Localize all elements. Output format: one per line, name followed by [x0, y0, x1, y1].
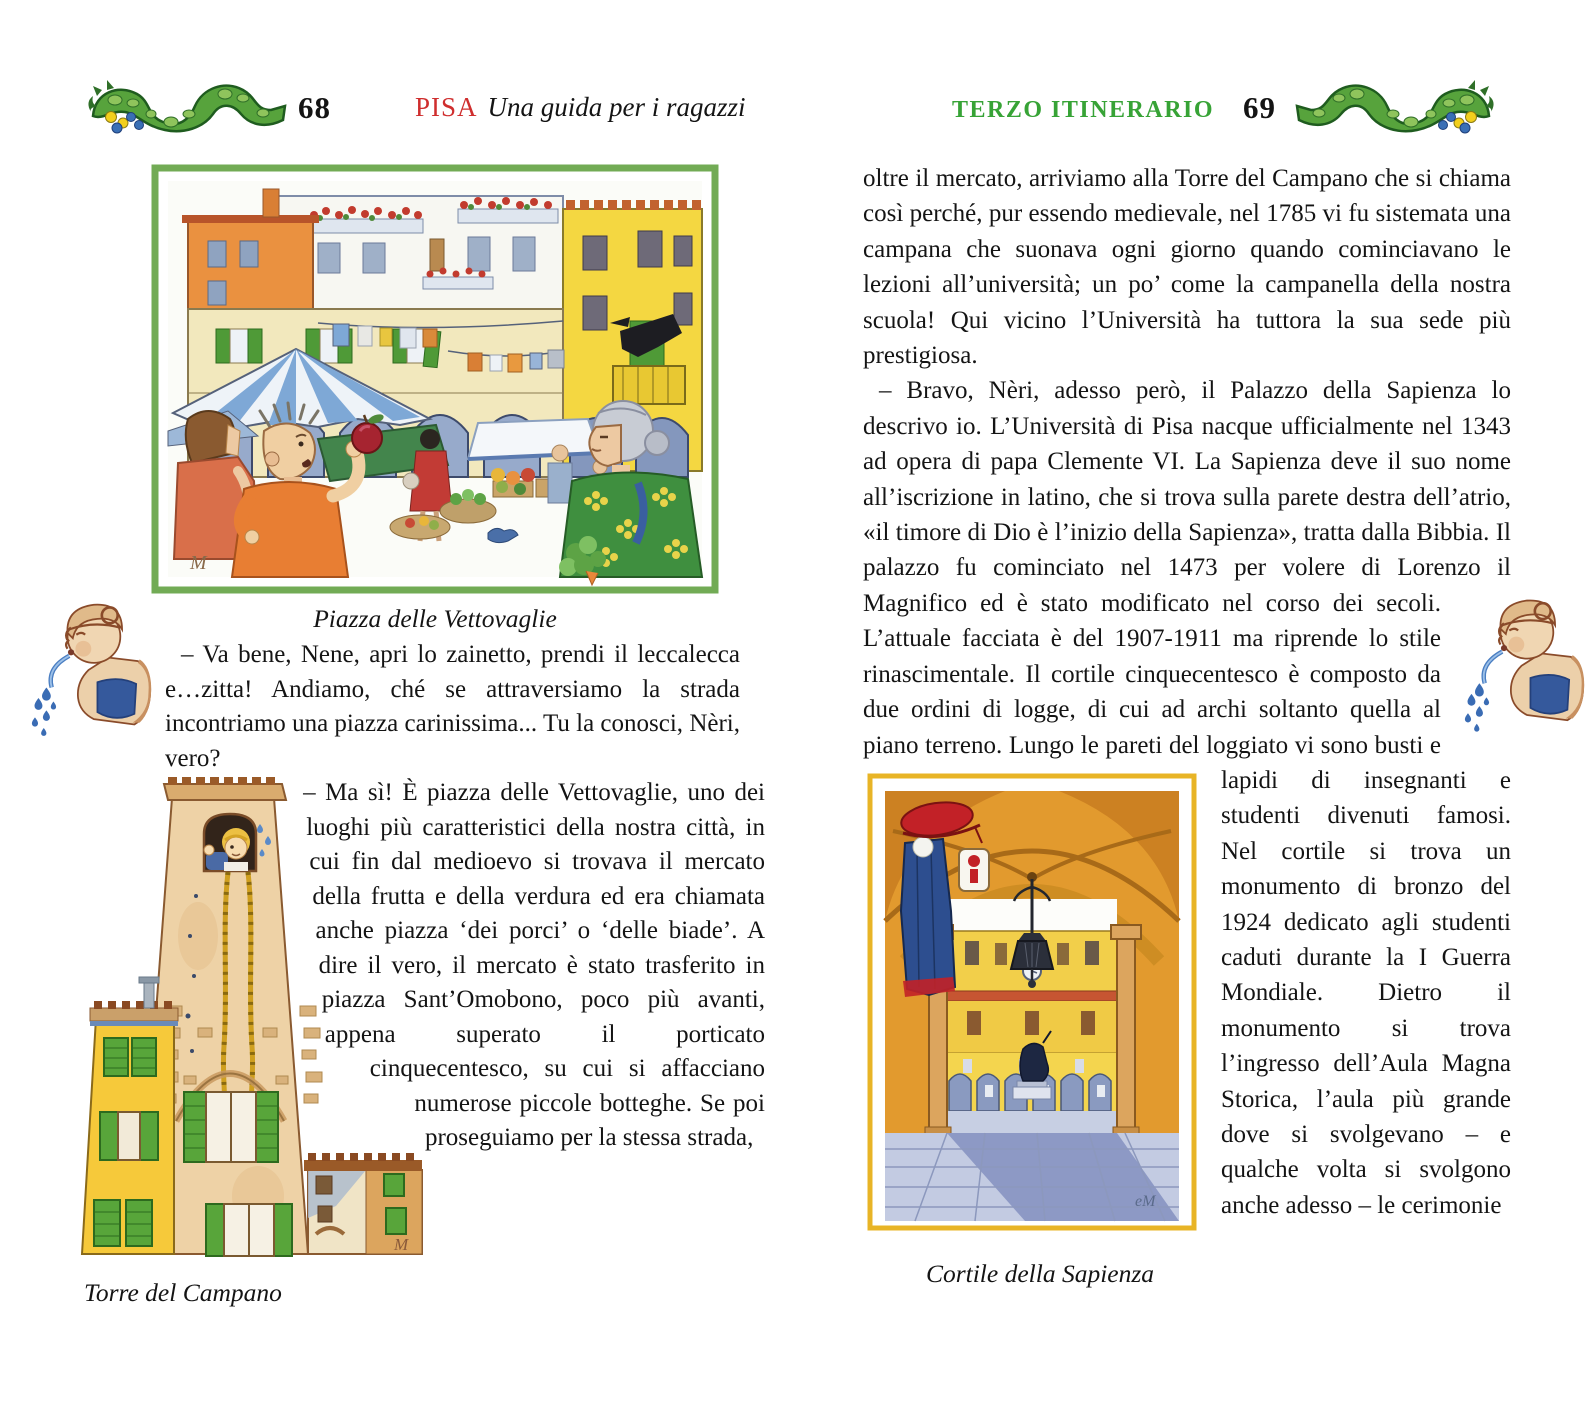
dragon-ornament-right-icon [1292, 76, 1497, 134]
book-subtitle: Una guida per i ragazzi [487, 92, 746, 122]
book-title: PISA [415, 92, 478, 122]
chapter-running-title: TERZO ITINERARIO [952, 97, 1215, 123]
right-paragraph-2 [863, 373, 1511, 1288]
courtyard-illustration-figure [863, 769, 1201, 1291]
right-paragraph-2-part1: – Bravo, Nèri, adesso però, il Palazzo della Sapienza lo descrivo io. L’Università di Pisa nacque ufficialmente nel 1343 ad opera di papa Clemente VI. La Sapienza deve il suo nome all’iscrizione in latino, che si trova sulla parete destra dell’atrio, «il timore di Dio è l’inizio della Sapienza», tratta dalla Bibbia. Il palazzo fu cominciato nel 1473 per volere di Lorenzo il Magnifico ed [863, 377, 1511, 617]
right-paragraph-2-part3: loggiato vi sono busti e lapidi di insegnanti e studenti divenuti famosi. Nel cortile si trova un monumento di bronzo del 1924 dedicato agli studenti caduti durante la I Guerra Mondiale. Dietro il monumento si trova l’ingresso dell’Aula Magna Storica, l’aula più grande dove si svolgevano – e qualche volta si svolgono anche adesso – le cerimonie [1206, 731, 1511, 1219]
artist-signature-courtyard: eM [1135, 1192, 1156, 1210]
right-paragraph-1: oltre il mercato, arriviamo alla Torre del Campano che si chiama così perché, pur essendo medievale, nel 1785 vi fu sistemata una campana che suonava ogni giorno quando cominciavano le lezioni all’università; un po’ come la campanella della nostra scuola! Qui vicino l’Università ha tuttora la sua sede più prestigiosa. [863, 165, 1511, 370]
page-number-right: 69 [1243, 90, 1276, 125]
artist-signature-tower: M [394, 1235, 409, 1254]
putto-fountain-illustration-right [1453, 590, 1585, 746]
page-number-left: 68 [298, 90, 331, 125]
right-paragraph-2-part2: è stato modificato nel corso dei secoli. L’attuale facciata è del 1907-1911 ma riprende lo stile rinascimentale. Il cortile cinquecentesco è composto da due ordini di logge, di cui ad archi soltanto quella al piano terreno. Lungo le pareti del [863, 589, 1441, 759]
dragon-ornament-left-icon [85, 76, 290, 134]
left-paragraph-2-with-tower [78, 776, 765, 1307]
left-paragraph-1: – Va bene, Nene, apri lo zainetto, prendi il leccalecca e…zitta! Andiamo, ché se attraversiamo la strada incontriamo una piazza carinissima... Tu la conosci, Nèri, vero? [165, 641, 740, 772]
market-square-illustration [150, 163, 720, 595]
artist-signature-market: M [190, 552, 207, 574]
left-page-running-title [415, 92, 746, 123]
left-page-text-column [78, 638, 765, 1308]
left-paragraph-2-text: – Ma sì! È piazza delle Vettovaglie, uno dei luoghi più caratteristici della nostra città, in cui fin dal medioevo si trovava il mercato della frutta e della verdura ed era chiamata anche piazza ‘dei porci’ o ‘delle biade’. A dire il vero, il mercato è stato trasferito in piazza Sant’Omobono, poco più avanti, appena superato il porticato cinquecentesco, su cui si affacciano numerose piccole botteghe. Se poi proseguiamo per la stessa strada, [303, 779, 765, 1151]
market-caption: Piazza delle Vettovaglie [313, 604, 557, 633]
courtyard-caption: Cortile della Sapienza [925, 1258, 1155, 1288]
right-page-text-column [863, 161, 1511, 1291]
tower-caption: Torre del Campano [84, 1278, 282, 1307]
